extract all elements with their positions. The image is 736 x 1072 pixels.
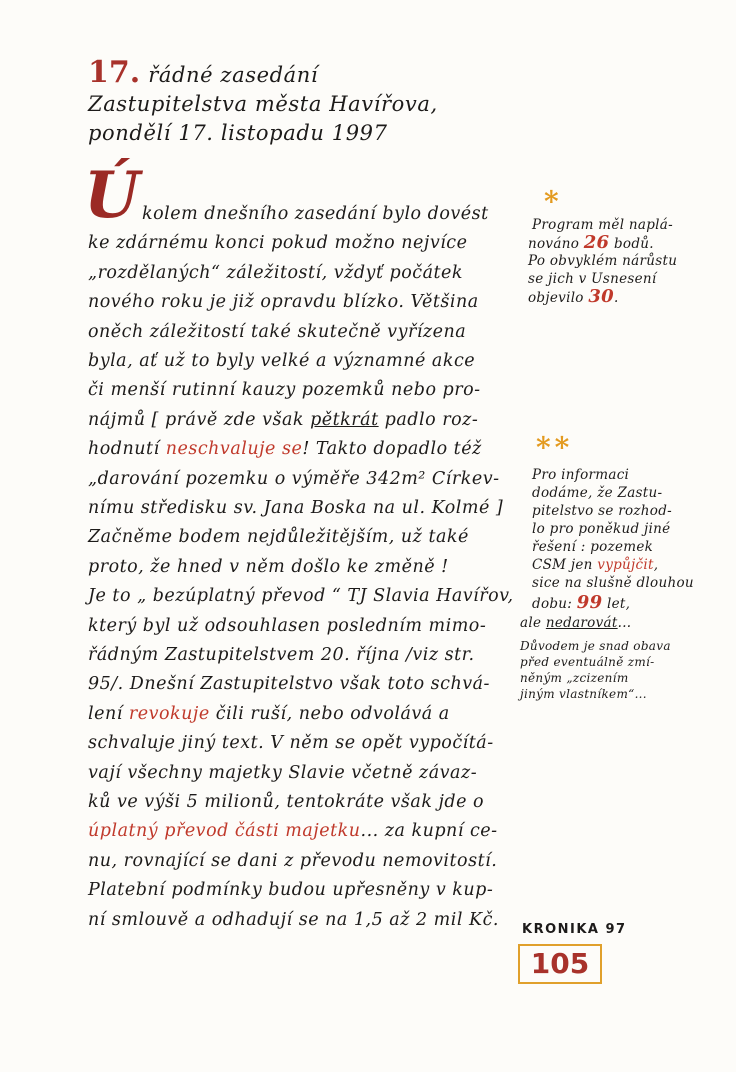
- body-text-segment: oněch záležitostí také skutečně vyřízena: [88, 321, 467, 342]
- body-text-segment: nímu středisku sv. Jana Boska na ul. Kolmé ]: [88, 498, 504, 518]
- body-text-segment: byla, ať už to byly velké a významné akce: [88, 351, 476, 371]
- body-line: [88, 698, 450, 730]
- body-text-segment: „darování pozemku o výměře 342m² Církev-: [88, 468, 500, 489]
- header-line-2: Zastupitelstva města Havířova,: [88, 92, 438, 116]
- body-text-segment: ke zdárnému konci pokud možno nejvíce: [88, 233, 468, 254]
- body-text-segment: hodnutí: [88, 439, 166, 460]
- body-line: [88, 874, 493, 906]
- asterisk-marker-1: *: [544, 185, 559, 218]
- body-line: [88, 610, 486, 642]
- body-text-segment: „rozdělaných“ záležitostí, vždyť počátek: [88, 262, 463, 283]
- body-line: [88, 345, 475, 377]
- body-text-segment: čili ruší, nebo odvolává a: [209, 703, 450, 724]
- drop-cap: Ú: [84, 158, 140, 233]
- body-text-segment: 95/. Dnešní Zastupitelstvo však toto schvá-: [88, 674, 490, 695]
- resolution-points-count: 30: [588, 286, 614, 307]
- body-line: [88, 639, 475, 671]
- body-text-segment: či menší rutinní kauzy pozemků nebo pro-: [88, 380, 481, 401]
- side-note-1-line: Po obvyklém nárůstu: [528, 253, 678, 269]
- side-note-1-line: objevilo 30.: [528, 286, 619, 307]
- body-line: [88, 227, 467, 259]
- side-note-2-line: Důvodem je snad obava: [520, 639, 671, 653]
- body-line: [88, 433, 482, 465]
- body-line: [88, 492, 503, 524]
- session-number: 17.: [88, 55, 141, 90]
- side-note-2-line: něným „zcizením: [520, 671, 629, 685]
- not-donate-word: nedarovát: [545, 615, 618, 631]
- side-note-1-line: Program měl naplá-: [532, 217, 674, 233]
- side-note-1-line: nováno 26 bodů.: [528, 232, 654, 253]
- highlighted-phrase: úplatný převod části majetku: [88, 821, 361, 842]
- header-text-1: řádné zasedání: [148, 63, 319, 87]
- body-text-segment: proto, že hned v něm došlo ke změně !: [88, 556, 449, 577]
- body-text-segment: Je to „ bezúplatný převod “ TJ Slavia Havířov,: [88, 586, 514, 607]
- body-line: [88, 286, 479, 318]
- session-header: [88, 55, 438, 148]
- body-text-segment: ! Takto dopadlo též: [302, 439, 482, 460]
- body-text-segment: nového roku je již opravdu blízko. Většina: [88, 292, 479, 313]
- side-note-2-line: pitelstvo se rozhod-: [532, 503, 673, 519]
- side-note-2-line: Pro informaci: [532, 467, 630, 483]
- body-text-segment: Začněme bodem nejdůležitějším, už také: [88, 527, 469, 548]
- body-line: [88, 845, 497, 877]
- side-note-1-line: se jich v Usnesení: [528, 271, 657, 287]
- lease-years: 99: [576, 592, 603, 613]
- header-line-1: [88, 55, 438, 90]
- side-note-2-line: řešení : pozemek: [532, 539, 654, 555]
- highlighted-phrase: neschvaluje se: [165, 439, 303, 460]
- body-line: [88, 463, 500, 495]
- body-text-segment: ... za kupní ce-: [360, 821, 498, 842]
- body-text-segment: padlo roz-: [378, 409, 479, 430]
- program-points-count: 26: [583, 232, 610, 253]
- body-line: [88, 257, 463, 289]
- body-text-segment: Platební podmínky budou upřesněny v kup-: [88, 880, 494, 901]
- body-line: [88, 374, 481, 406]
- side-note-2-line: před eventuálně zmí-: [520, 655, 655, 669]
- body-line: [88, 786, 484, 818]
- body-line: [88, 757, 477, 789]
- body-text-segment: kolem dnešního zasedání bylo dovést: [142, 204, 489, 224]
- body-text-segment: řádným Zastupitelstvem 20. října /viz str.: [88, 645, 475, 665]
- side-note-2-line: lo pro poněkud jiné: [532, 521, 671, 537]
- body-text-segment: vají všechny majetky Slavie včetně závaz-: [88, 762, 478, 783]
- header-line-3: pondělí 17. listopadu 1997: [88, 121, 388, 145]
- side-note-2-line: dodáme, že Zastu-: [532, 485, 663, 501]
- body-line: [88, 316, 466, 348]
- body-line: [88, 727, 494, 759]
- page-number: 105: [518, 944, 602, 984]
- asterisk-marker-2: **: [536, 431, 574, 464]
- side-note-2-line: dobu: 99 let,: [532, 592, 631, 613]
- side-note-2-line: sice na slušně dlouhou: [532, 575, 694, 591]
- underlined-phrase: pětkrát: [310, 409, 379, 430]
- body-line: [88, 404, 478, 436]
- chronicle-label: KRONIKA 97: [522, 922, 627, 937]
- side-note-2-line: jiným vlastníkem“...: [520, 687, 647, 701]
- body-text-segment: ků ve výši 5 milionů, tentokráte však jde o: [88, 792, 485, 812]
- body-text-segment: který byl už odsouhlasen posledním mimo-: [88, 615, 487, 636]
- side-note-2-line: ale nedarovát...: [520, 615, 632, 631]
- highlighted-phrase: revokuje: [128, 703, 210, 724]
- body-line: [88, 815, 498, 847]
- loan-word: vypůjčit: [597, 557, 654, 573]
- body-text-segment: nu, rovnající se dani z převodu nemovitostí.: [88, 850, 498, 871]
- body-line: [88, 551, 449, 583]
- body-line: [142, 198, 489, 230]
- body-line: [88, 521, 469, 553]
- body-text-segment: ní smlouvě a odhadují se na 1,5 až 2 mil Kč.: [88, 909, 499, 930]
- body-line: [88, 904, 499, 936]
- side-note-2-line: CSM jen vypůjčit,: [532, 557, 659, 573]
- body-text-segment: lení: [88, 703, 129, 724]
- body-text-segment: schvaluje jiný text. V něm se opět vypočítá-: [88, 733, 494, 754]
- body-text-segment: nájmů [ právě zde však: [88, 409, 311, 430]
- body-line: [88, 580, 514, 612]
- body-line: [88, 668, 490, 700]
